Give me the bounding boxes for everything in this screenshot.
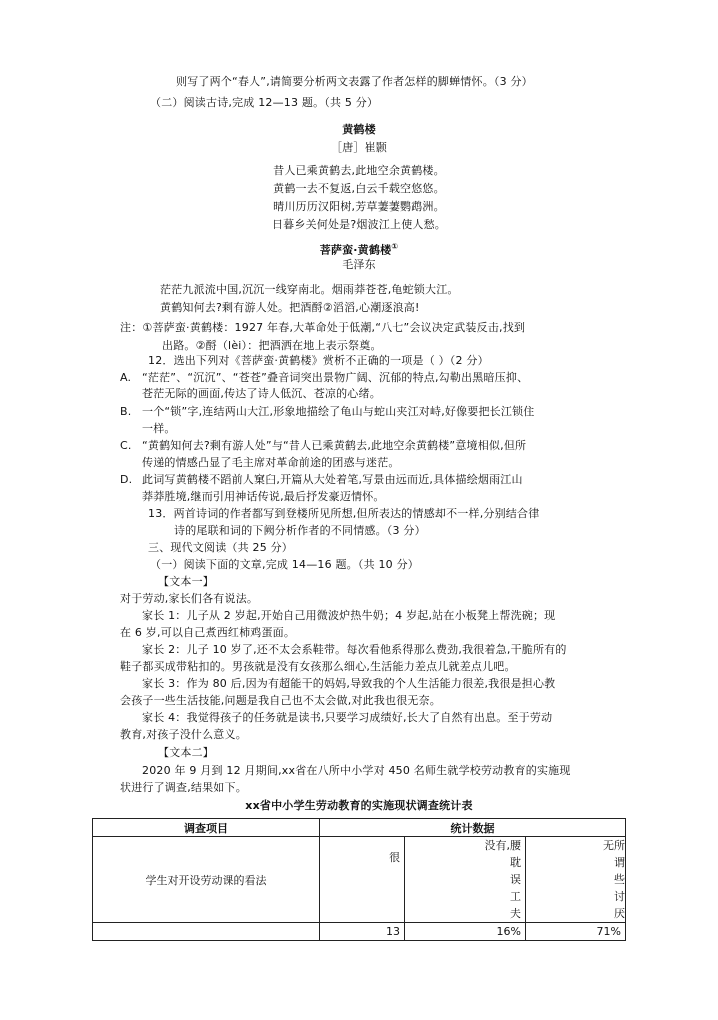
table-value-3: 71% <box>526 923 626 941</box>
text1-line-2: 家长 1：儿子从 2 岁起,开始自己用微波炉热牛奶；4 岁起,站在小板凳上帮洗碗；现 <box>142 609 556 622</box>
text1-line-5: 鞋子都买成带粘扣的。男孩就是没有女孩那么细心,生活能力差点儿就差点儿吧。 <box>120 660 516 673</box>
text1-line-1: 对于劳动,家长们各有说法。 <box>120 592 259 605</box>
section-3-heading: 三、现代文阅读（共 25 分） <box>148 541 293 554</box>
poem1-line-1: 昔人已乘黄鹤去,此地空余黄鹤楼。 <box>273 164 445 177</box>
text1-line-8: 家长 4：我觉得孩子的任务就是读书,只要学习成绩好,长大了自然有出息。至于劳动 <box>142 711 553 724</box>
poem2-line-1: 茫茫九派流中国,沉沉一线穿南北。烟雨莽苍苍,龟蛇锁大江。 <box>160 283 459 296</box>
prev-question-text: 则写了两个“春人”,请简要分析两文表露了作者怎样的脚蝉情怀。（3 分） <box>176 75 533 88</box>
table-header-item: 调查项目 <box>93 819 320 837</box>
option-d-text-2: 莽莽胜境,继而引用神话传说,最后抒发豪迈情怀。 <box>142 490 385 503</box>
option-b-label: B. <box>120 405 132 418</box>
option-b-text-2: 一样。 <box>142 422 176 435</box>
subsection-1-heading: （一）阅读下面的文章,完成 14—16 题。（共 10 分） <box>150 558 419 571</box>
poem1-title: 黄鹤楼 <box>342 123 376 136</box>
text2-line-2: 状进行了调查,结果如下。 <box>120 781 247 794</box>
text2-line-1: 2020 年 9 月到 12 月期间,xx省在八所中小学对 450 名师生就学校劳动教育的实施现 <box>142 764 571 777</box>
poem2-line-2: 黄鹤知何去?剩有游人处。把酒酹②滔滔,心潮逐浪高! <box>160 301 420 314</box>
text1-line-7: 会孩子一些生活技能,问题是我自己也不太会做,对此我也很无奈。 <box>120 694 441 707</box>
section-2-heading: （二）阅读古诗,完成 12—13 题。（共 5 分） <box>150 96 379 109</box>
option-c-text-2: 传递的情感凸显了毛主席对革命前途的团惑与迷茫。 <box>142 456 400 469</box>
poem2-title: 菩萨蛮·黄鹤楼① <box>319 242 399 257</box>
table-value-2: 16% <box>405 923 526 941</box>
table-col1-header: 很 <box>320 837 405 923</box>
text2-heading: 【文本二】 <box>158 746 214 759</box>
table-title: xx省中小学生劳动教育的实施现状调查统计表 <box>245 799 473 812</box>
question-12: 12．选出下列对《菩萨蛮·黄鹤楼》赏析不正确的一项是（ ）（2 分） <box>148 354 489 367</box>
option-c-label: C. <box>120 439 132 452</box>
question-13-line-2: 诗的尾联和词的下阙分析作者的不同情感。（3 分） <box>174 524 426 537</box>
option-d-label: D. <box>120 473 133 486</box>
table-value-empty <box>93 923 320 941</box>
option-c-text: “黄鹤知何去?剩有游人处”与“昔人已乘黄鹤去,此地空余黄鹤楼”意境相似,但所 <box>142 439 527 452</box>
note-line-2: 出路。②酹（lèi）：把酒洒在地上表示祭奠。 <box>162 339 382 352</box>
table-col3-header: 无所 谓 些 讨 厌 <box>526 837 626 923</box>
question-13-line-1: 13．两首诗词的作者都写到登楼所见所想,但所表达的情感却不一样,分别结合律 <box>148 507 540 520</box>
table-value-1: 13 <box>320 923 405 941</box>
text1-line-3: 在 6 岁,可以自己煮西红柿鸡蛋面。 <box>120 626 296 639</box>
poem2-author: 毛泽东 <box>342 258 376 271</box>
option-d-text: 此词写黄鹤楼不蹈前人窠臼,开篇从大处着笔,写景由远而近,具体描绘烟雨江山 <box>142 473 523 486</box>
survey-table <box>92 818 626 941</box>
option-a-text-2: 苍茫无际的画面,传达了诗人低沉、苍凉的心绪。 <box>142 387 381 400</box>
poem1-author: ［唐］崔颢 <box>331 141 387 154</box>
poem1-line-2: 黄鹤一去不复返,白云千载空悠悠。 <box>273 182 445 195</box>
poem1-line-3: 晴川历历汉阳树,芳草萋萋鹦鹉洲。 <box>273 200 445 213</box>
option-a-label: A. <box>120 371 132 384</box>
text1-line-4: 家长 2：儿子 10 岁了,还不太会系鞋带。每次看他系得那么费劲,我很着急,干脆所有的 <box>142 643 567 656</box>
note-line-1: 注：①菩萨蛮·黄鹤楼：1927 年春,大革命处于低潮,“八七”会议决定武装反击,找到 <box>120 321 526 334</box>
option-b-text: 一个“锁”字,连结两山大江,形象地描绘了龟山与蛇山夹江对峙,好像要把长江锁住 <box>142 405 535 418</box>
text1-heading: 【文本一】 <box>158 575 214 588</box>
poem1-line-4: 日暮乡关何处是?烟波江上使人愁。 <box>271 218 447 231</box>
table-col2-header: 没有,腰 耽 误 工 夫 <box>405 837 526 923</box>
table-row-label: 学生对开设劳动课的看法 <box>93 837 320 923</box>
text1-line-9: 教育,对孩子没什么意义。 <box>120 728 247 741</box>
option-a-text: “茫茫”、“沉沉”、“苍苍”叠音词突出景物广阔、沉郁的特点,勾勒出黑暗压抑、 <box>142 371 529 384</box>
table-header-data: 统计数据 <box>320 819 626 837</box>
text1-line-6: 家长 3：作为 80 后,因为有超能干的妈妈,导致我的个人生活能力很差,我很是担心教 <box>142 677 556 690</box>
